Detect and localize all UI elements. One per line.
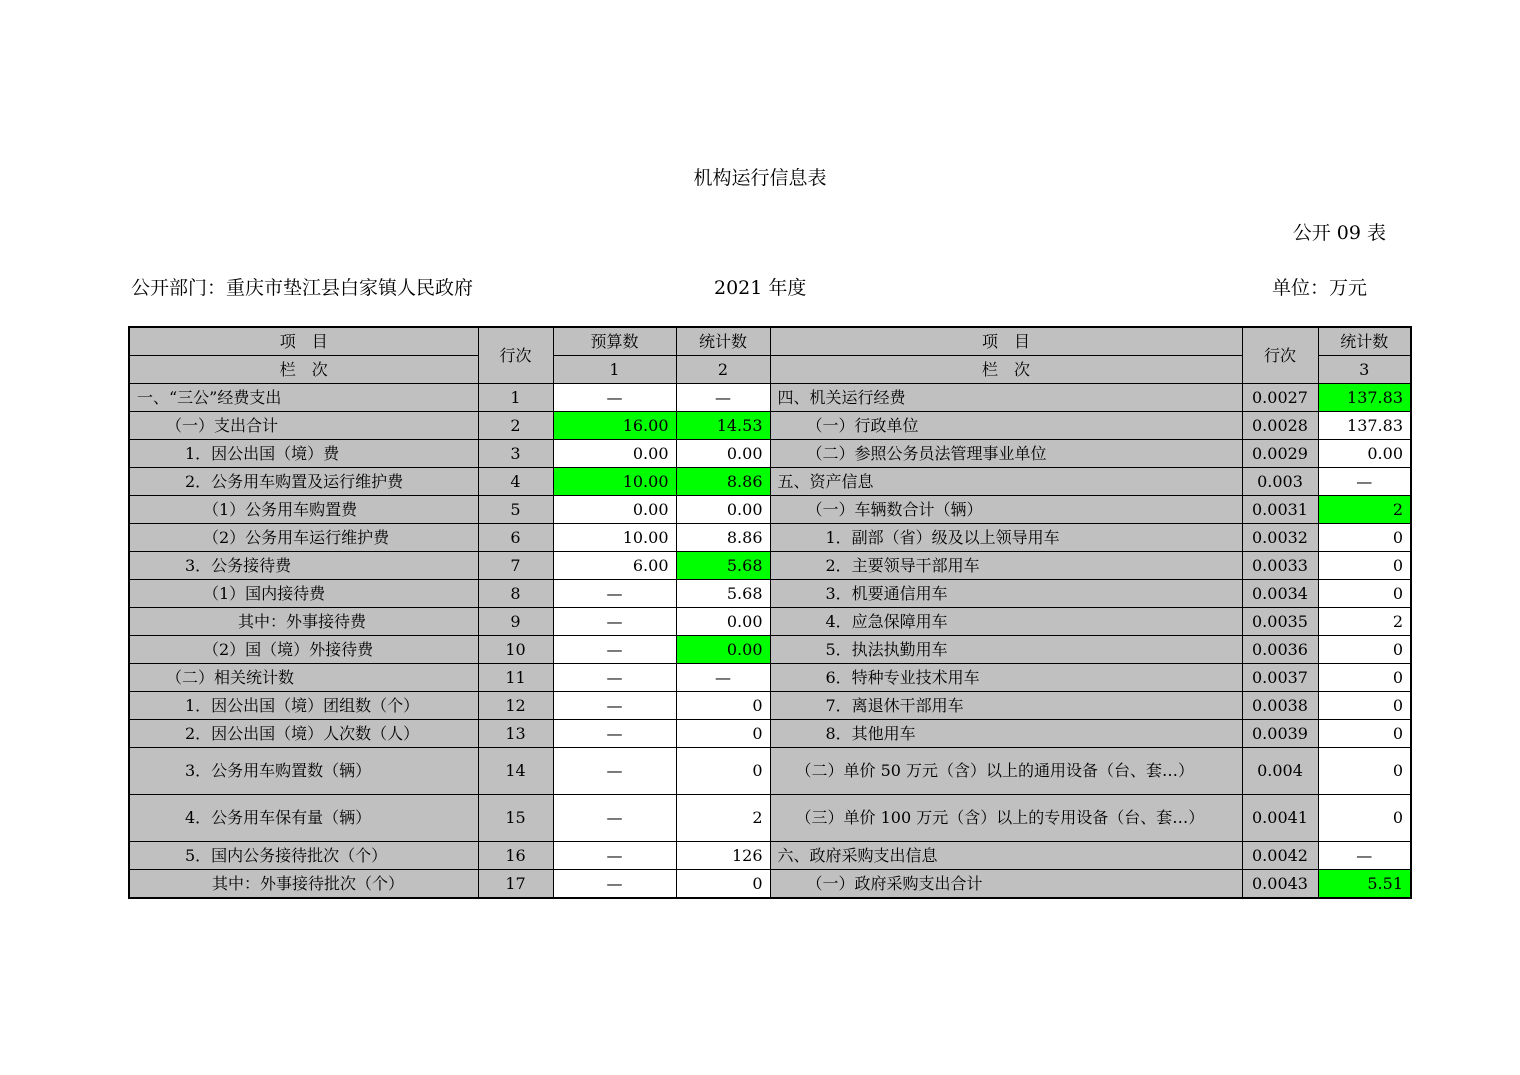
row-line: 2 [478, 412, 553, 440]
table-row [129, 608, 1411, 636]
row-label: 其中：外事接待批次（个） [129, 870, 478, 899]
header-col-label: 栏 次 [129, 356, 478, 384]
row-right-stat: 0.00 [1318, 440, 1411, 468]
row-line: 7 [478, 552, 553, 580]
row-budget: — [553, 842, 676, 870]
row-right-line: 0.0029 [1242, 440, 1318, 468]
row-right-stat: 0 [1318, 795, 1411, 842]
row-right-stat: 2 [1318, 608, 1411, 636]
row-line: 6 [478, 524, 553, 552]
header-right-item: 项 目 [770, 327, 1242, 356]
row-right-line: 0.0034 [1242, 580, 1318, 608]
row-label: （1）国内接待费 [129, 580, 478, 608]
table-row [129, 842, 1411, 870]
row-right-stat: 0 [1318, 524, 1411, 552]
row-right-stat: 0 [1318, 748, 1411, 795]
row-right-label: 3．机要通信用车 [770, 580, 1242, 608]
row-label: 2．因公出国（境）人次数（人） [129, 720, 478, 748]
row-right-label: （三）单价 100 万元（含）以上的专用设备（台、套…） [770, 795, 1242, 842]
row-stat: 0.00 [676, 440, 770, 468]
info-table [128, 326, 1412, 899]
row-budget: — [553, 384, 676, 412]
table-row [129, 748, 1411, 795]
row-right-label: 1．副部（省）级及以上领导用车 [770, 524, 1242, 552]
table-row [129, 384, 1411, 412]
row-right-stat: 0 [1318, 720, 1411, 748]
row-stat: 126 [676, 842, 770, 870]
row-budget: 0.00 [553, 440, 676, 468]
row-line: 8 [478, 580, 553, 608]
row-stat: 0 [676, 748, 770, 795]
row-right-line: 0.0031 [1242, 496, 1318, 524]
header-col-budget-no: 1 [553, 356, 676, 384]
row-right-line: 0.0036 [1242, 636, 1318, 664]
table-row [129, 664, 1411, 692]
row-label: 5．国内公务接待批次（个） [129, 842, 478, 870]
row-label: （2）国（境）外接待费 [129, 636, 478, 664]
row-stat: 14.53 [676, 412, 770, 440]
table-row [129, 412, 1411, 440]
row-right-line: 0.003 [1242, 468, 1318, 496]
row-right-label: （二）参照公务员法管理事业单位 [770, 440, 1242, 468]
row-line: 3 [478, 440, 553, 468]
row-budget: — [553, 720, 676, 748]
row-line: 9 [478, 608, 553, 636]
row-right-stat: — [1318, 842, 1411, 870]
row-right-stat: 137.83 [1318, 412, 1411, 440]
row-line: 12 [478, 692, 553, 720]
row-right-label: （一）政府采购支出合计 [770, 870, 1242, 899]
row-stat: — [676, 664, 770, 692]
row-stat: 0.00 [676, 608, 770, 636]
row-line: 16 [478, 842, 553, 870]
row-budget: — [553, 636, 676, 664]
header-stat: 统计数 [676, 327, 770, 356]
row-right-label: （一）行政单位 [770, 412, 1242, 440]
row-label: 3．公务用车购置数（辆） [129, 748, 478, 795]
table-number: 公开 09 表 [1292, 222, 1386, 244]
table-row [129, 552, 1411, 580]
header-item: 项 目 [129, 327, 478, 356]
row-line: 5 [478, 496, 553, 524]
row-right-line: 0.0041 [1242, 795, 1318, 842]
row-line: 11 [478, 664, 553, 692]
row-line: 4 [478, 468, 553, 496]
table-row [129, 524, 1411, 552]
row-label: （一）支出合计 [129, 412, 478, 440]
row-right-line: 0.0033 [1242, 552, 1318, 580]
table-row [129, 720, 1411, 748]
row-right-stat: 0 [1318, 692, 1411, 720]
table-row [129, 440, 1411, 468]
row-budget: 10.00 [553, 524, 676, 552]
row-budget: — [553, 748, 676, 795]
table-row [129, 468, 1411, 496]
row-right-label: 7．离退休干部用车 [770, 692, 1242, 720]
row-budget: — [553, 608, 676, 636]
row-stat: 0 [676, 720, 770, 748]
row-stat: 5.68 [676, 552, 770, 580]
row-right-label: （一）车辆数合计（辆） [770, 496, 1242, 524]
row-right-label: 2．主要领导干部用车 [770, 552, 1242, 580]
row-right-label: 六、政府采购支出信息 [770, 842, 1242, 870]
row-stat: 5.68 [676, 580, 770, 608]
row-budget: 16.00 [553, 412, 676, 440]
row-right-stat: 137.83 [1318, 384, 1411, 412]
year-label: 2021 年度 [714, 277, 807, 299]
row-right-label: 6．特种专业技术用车 [770, 664, 1242, 692]
page-title: 机构运行信息表 [693, 167, 827, 189]
row-budget: 6.00 [553, 552, 676, 580]
unit-label: 单位：万元 [1272, 277, 1368, 299]
row-right-line: 0.0043 [1242, 870, 1318, 899]
row-right-stat: 0 [1318, 664, 1411, 692]
row-budget: — [553, 664, 676, 692]
row-right-stat: — [1318, 468, 1411, 496]
row-label: 一、“三公”经费支出 [129, 384, 478, 412]
row-right-line: 0.0039 [1242, 720, 1318, 748]
table-row [129, 636, 1411, 664]
header-right-col-label: 栏 次 [770, 356, 1242, 384]
table-row [129, 496, 1411, 524]
row-right-line: 0.0028 [1242, 412, 1318, 440]
header-right-stat: 统计数 [1318, 327, 1411, 356]
header-right-line: 行次 [1242, 327, 1318, 384]
row-right-label: 五、资产信息 [770, 468, 1242, 496]
header-line: 行次 [478, 327, 553, 384]
row-line: 10 [478, 636, 553, 664]
row-right-line: 0.0035 [1242, 608, 1318, 636]
row-label: 1．因公出国（境）费 [129, 440, 478, 468]
row-right-label: 5．执法执勤用车 [770, 636, 1242, 664]
row-label: 1．因公出国（境）团组数（个） [129, 692, 478, 720]
row-line: 14 [478, 748, 553, 795]
row-label: 其中：外事接待费 [129, 608, 478, 636]
row-budget: 0.00 [553, 496, 676, 524]
row-right-line: 0.0042 [1242, 842, 1318, 870]
row-right-label: （二）单价 50 万元（含）以上的通用设备（台、套…） [770, 748, 1242, 795]
row-right-line: 0.0027 [1242, 384, 1318, 412]
row-budget: — [553, 870, 676, 899]
row-right-stat: 0 [1318, 580, 1411, 608]
row-label: 4．公务用车保有量（辆） [129, 795, 478, 842]
row-budget: — [553, 580, 676, 608]
header-col-stat-no: 2 [676, 356, 770, 384]
row-line: 1 [478, 384, 553, 412]
table-row [129, 580, 1411, 608]
row-right-stat: 2 [1318, 496, 1411, 524]
table-row [129, 692, 1411, 720]
row-right-label: 四、机关运行经费 [770, 384, 1242, 412]
row-right-label: 4．应急保障用车 [770, 608, 1242, 636]
row-label: （二）相关统计数 [129, 664, 478, 692]
row-stat: — [676, 384, 770, 412]
row-right-stat: 0 [1318, 552, 1411, 580]
row-right-line: 0.0032 [1242, 524, 1318, 552]
row-right-stat: 0 [1318, 636, 1411, 664]
row-budget: — [553, 692, 676, 720]
row-stat: 8.86 [676, 468, 770, 496]
row-stat: 0 [676, 870, 770, 899]
row-right-line: 0.0038 [1242, 692, 1318, 720]
row-label: （2）公务用车运行维护费 [129, 524, 478, 552]
row-right-stat: 5.51 [1318, 870, 1411, 899]
row-line: 17 [478, 870, 553, 899]
row-budget: — [553, 795, 676, 842]
header-budget: 预算数 [553, 327, 676, 356]
row-right-line: 0.0037 [1242, 664, 1318, 692]
table-row [129, 795, 1411, 842]
row-label: 2．公务用车购置及运行维护费 [129, 468, 478, 496]
row-right-label: 8．其他用车 [770, 720, 1242, 748]
row-budget: 10.00 [553, 468, 676, 496]
row-line: 15 [478, 795, 553, 842]
table-row [129, 870, 1411, 899]
row-stat: 2 [676, 795, 770, 842]
row-stat: 0 [676, 692, 770, 720]
row-right-line: 0.004 [1242, 748, 1318, 795]
row-label: 3．公务接待费 [129, 552, 478, 580]
department-label: 公开部门：重庆市垫江县白家镇人民政府 [131, 277, 474, 299]
row-label: （1）公务用车购置费 [129, 496, 478, 524]
row-stat: 8.86 [676, 524, 770, 552]
row-line: 13 [478, 720, 553, 748]
row-stat: 0.00 [676, 496, 770, 524]
row-stat: 0.00 [676, 636, 770, 664]
header-right-stat-no: 3 [1318, 356, 1411, 384]
